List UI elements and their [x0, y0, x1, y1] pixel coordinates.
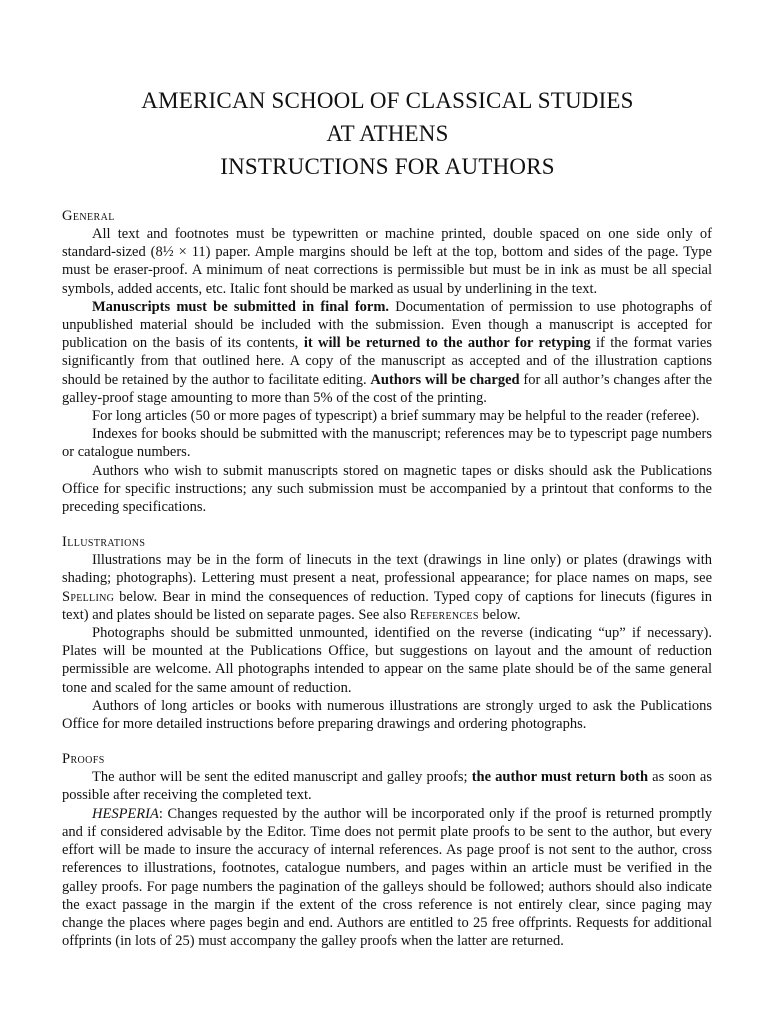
title-block	[0, 84, 775, 183]
bold-return-both: the author must return both	[471, 769, 649, 786]
document-body	[62, 207, 712, 967]
section-general	[62, 207, 712, 516]
title-line-2: AT ATHENS	[326, 121, 449, 146]
general-paragraph-3: For long articles (50 or more pages of typescript) a brief summary may be helpful to the reader (referee).	[92, 408, 700, 425]
bold-final-form: Manuscripts must be submitted in final form.	[92, 298, 390, 315]
illustrations-p1-text-2: below. Bear in mind the consequences of reduction. Typed copy of captions for linecuts (figures in text) and plates should be listed on separate pages. See also	[62, 588, 712, 623]
proofs-p1-text-1: The author will be sent the edited manuscript and galley proofs;	[92, 769, 472, 786]
bold-charged: Authors will be charged	[370, 371, 520, 388]
hesperia-journal-name: HESPERIA	[92, 805, 159, 822]
title-line-3: INSTRUCTIONS FOR AUTHORS	[220, 154, 555, 179]
proofs-paragraph-2	[62, 805, 712, 951]
general-paragraph-2	[62, 298, 712, 407]
proofs-p2-text: : Changes requested by the author will be incorporated only if the proof is returned promptly and if considered advisable by the Editor. Time does not permit plate proofs to be sent to the author, but every effort will be made to insure the accuracy of internal references. As page proof is not sent to the author, cross references to illustrations, footnotes, catalogue numbers, and pages within an article must be verified in the galley proofs. For page numbers the pagination of the galleys should be followed; authors should also indicate the exact passage in the margin if the extent of the cross reference is not entirely clear, since paging may change the places where pages begin and end. Authors are entitled to 25 free offprints. Requests for additional offprints (in lots of 25) must accompany the galley proofs when the latter are returned.	[62, 805, 712, 950]
illustrations-p1-text-1: Illustrations may be in the form of linecuts in the text (drawings in line only) or plates (drawings with shading; photographs). Lettering must present a neat, professional appearance; for place names on maps, see	[62, 552, 712, 587]
section-illustrations	[62, 533, 712, 733]
section-proofs	[62, 750, 712, 950]
general-p2-text-3: for all author’s changes after the galley-proof stage amounting to more than 5% of the cost of the printing.	[62, 371, 713, 406]
bold-retyping: it will be returned to the author for retyping	[303, 335, 591, 352]
general-p2-text-1: Documentation of permission to use photographs of unpublished material should be included with the submission. Even though a manuscript is accepted for publication on the basis of its contents,	[62, 298, 712, 352]
section-heading-illustrations: Illustrations	[62, 534, 146, 551]
references-reference: References	[409, 606, 479, 623]
section-heading-general: General	[62, 208, 115, 224]
general-paragraph-4: Indexes for books should be submitted with the manuscript; references may be to typescript page numbers or catalogue numbers.	[62, 426, 712, 461]
general-p2-text-2: if the format varies significantly from that outlined here. A copy of the manuscript as accepted and of the illustration captions should be retained by the author to facilitate editing.	[62, 335, 712, 388]
illustrations-paragraph-3: Authors of long articles or books with numerous illustrations are strongly urged to ask the Publications Office for more detailed instructions before preparing drawings and ordering photographs.	[62, 697, 712, 733]
section-heading-proofs: Proofs	[62, 751, 105, 768]
proofs-paragraph-1	[62, 768, 712, 804]
general-paragraph-1: All text and footnotes must be typewritten or machine printed, double spaced on one side only of standard-sized (8½ × 11) paper. Ample margins should be left at the top, bottom and sides of the page. Type must be eraser-proof. A minimum of neat corrections is permissible but must be in ink as must be all special symbols, added accents, etc. Italic font should be marked as usual by underlining in the text.	[62, 226, 712, 297]
title-line-1: AMERICAN SCHOOL OF CLASSICAL STUDIES	[141, 88, 634, 113]
spelling-reference: Spelling	[62, 588, 115, 605]
illustrations-paragraph-2: Photographs should be submitted unmounted, identified on the reverse (indicating “up” if necessary). Plates will be mounted at the Publications Office, but suggestions on layout and the amount of reduction permissible are welcome. All photographs intended to appear on the same plate should be of the same general tone and scaled for the same amount of reduction.	[62, 625, 712, 696]
illustrations-p1-text-3: below.	[478, 606, 521, 623]
general-paragraph-5: Authors who wish to submit manuscripts stored on magnetic tapes or disks should ask the Publications Office for specific instructions; any such submission must be accompanied by a printout that conforms to the preceding specifications.	[62, 462, 712, 516]
proofs-p1-text-2: as soon as possible after receiving the completed text.	[62, 769, 712, 804]
illustrations-paragraph-1	[62, 551, 712, 624]
